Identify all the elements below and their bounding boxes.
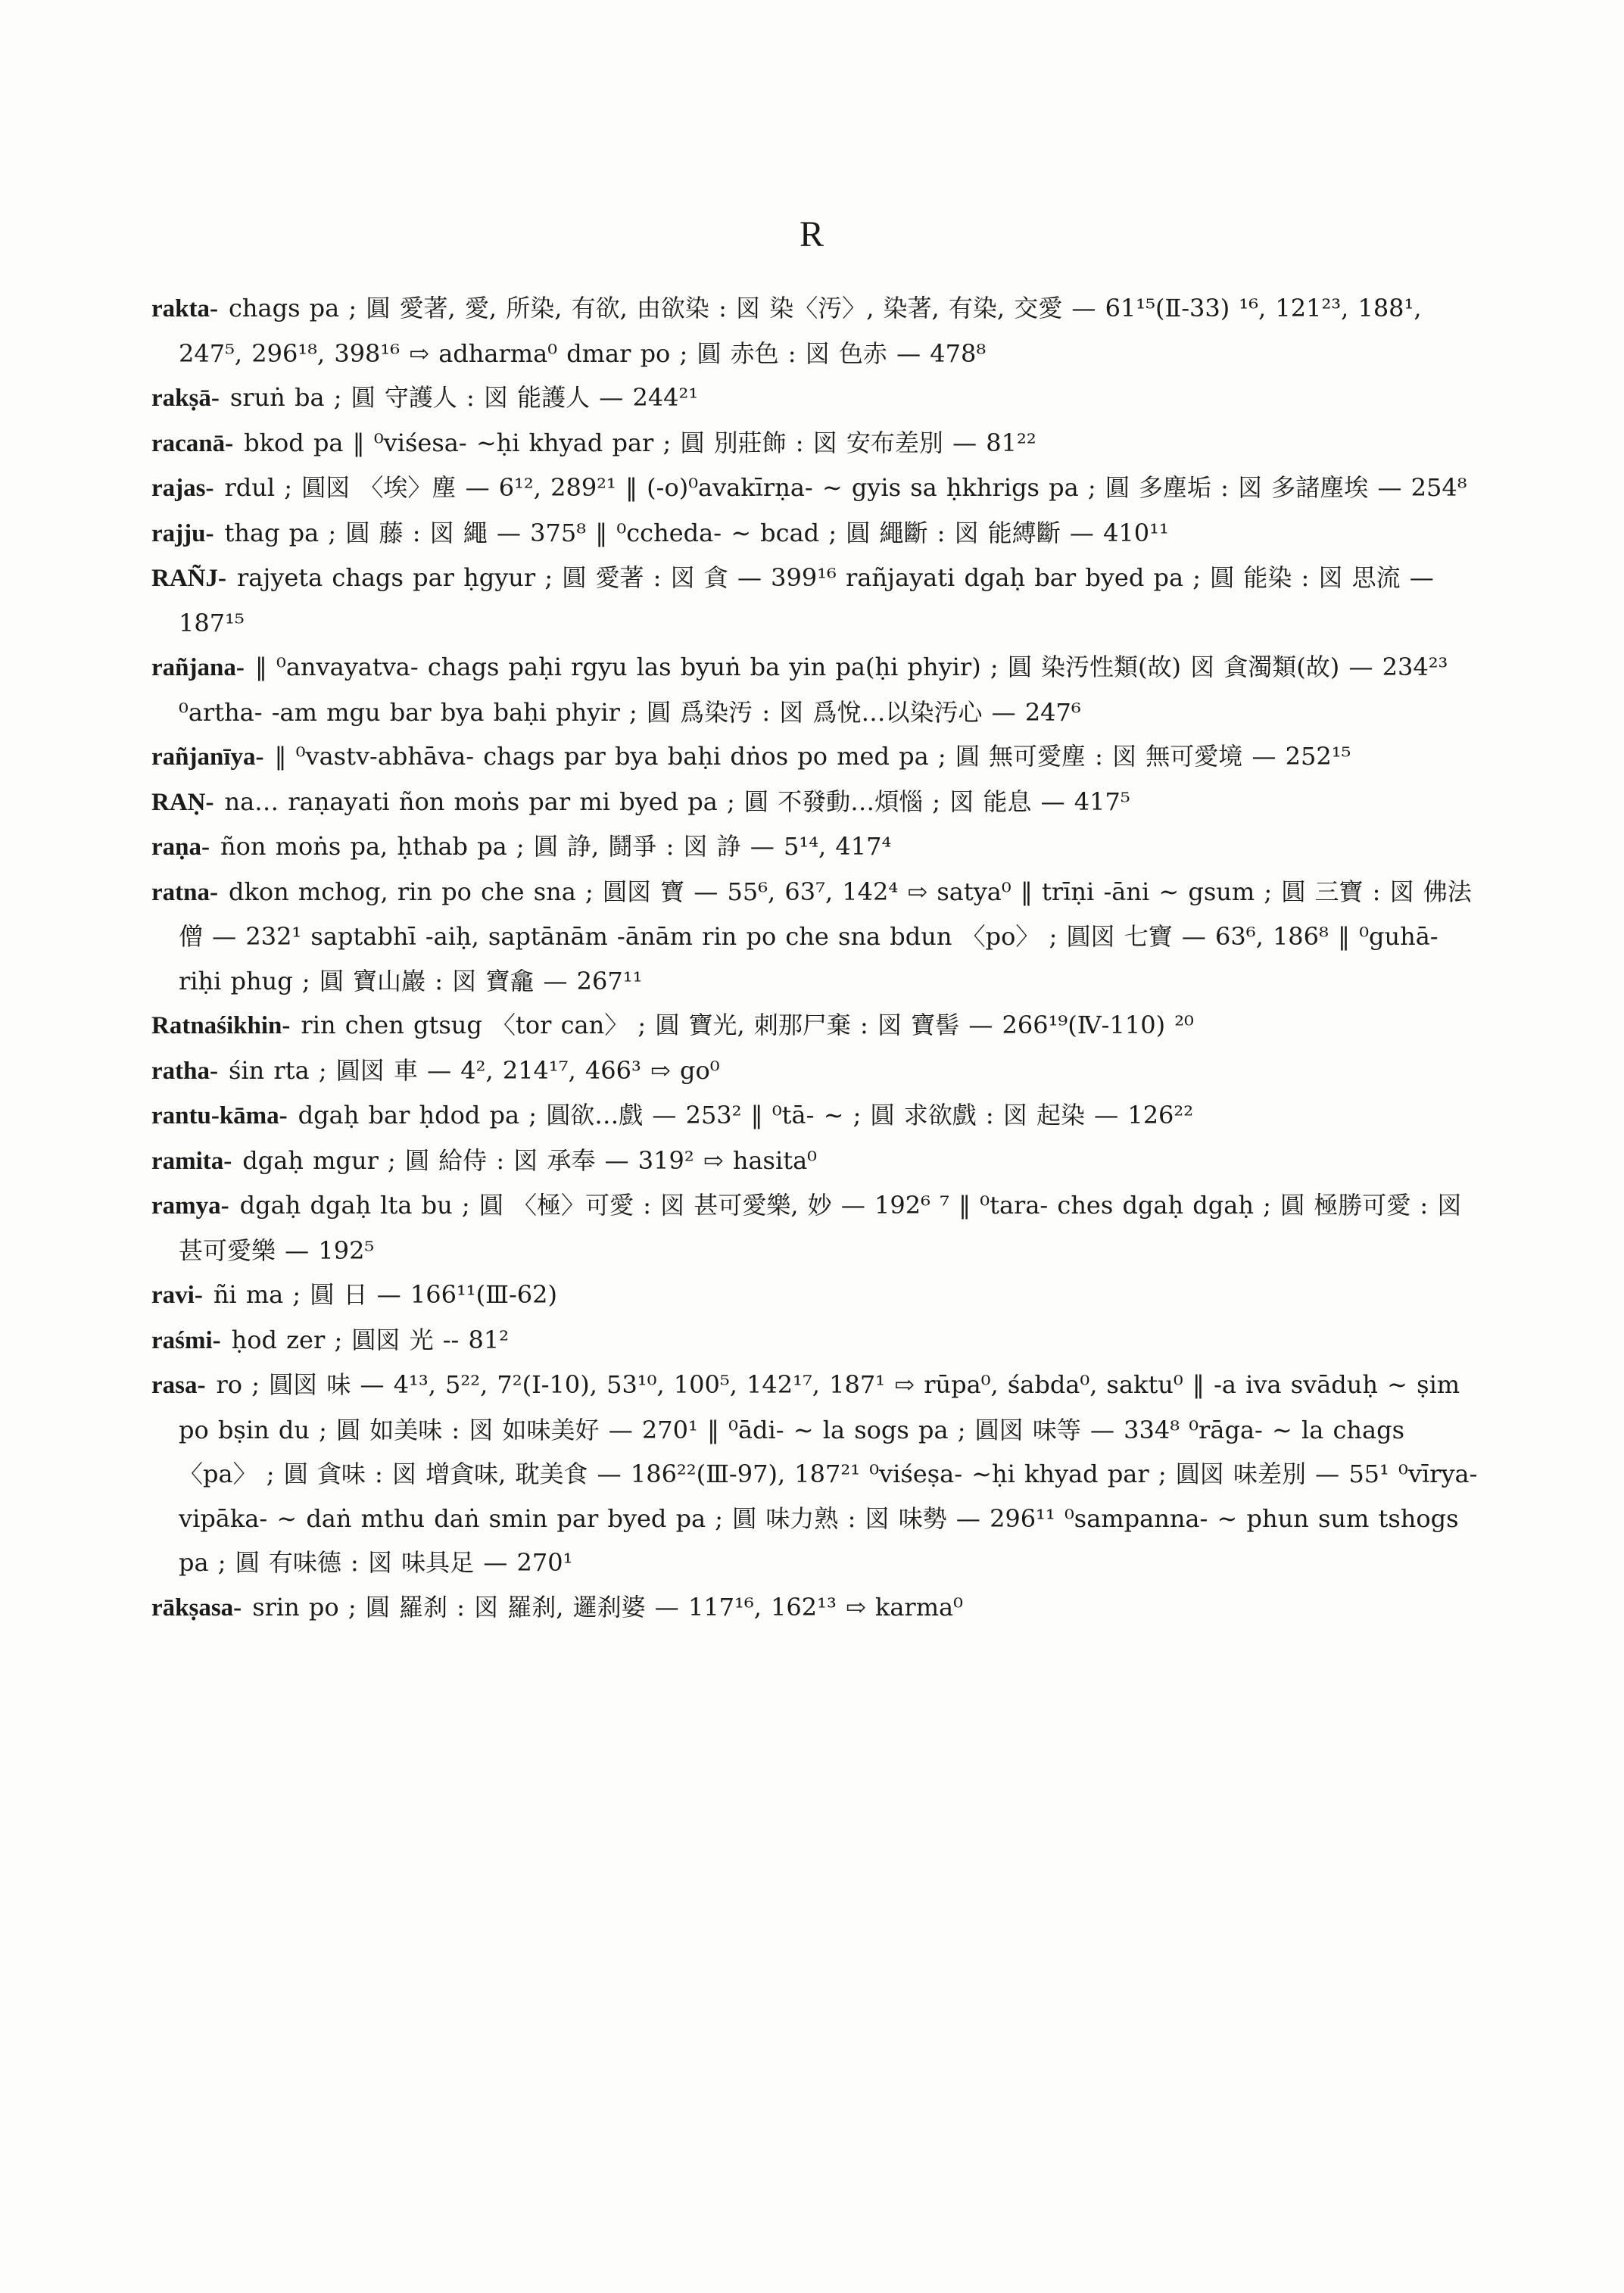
entry-body: ro ; 圓図 味 — 4¹³, 5²², 7²(Ⅰ-10), 53¹⁰, 100⁵, 142¹⁷, 187¹ ⇨ rūpa⁰, śabda⁰, saktu⁰ ‖ -a iva svāduḥ ∼ ṣim po bṣin du ; 圓 如美味 : 図 如味美好 — 270¹ ‖ ⁰ādi- ∼ la sogs pa ; 圓図 味等 — 334⁸ ⁰rāga- ∼ la chags 〈pa〉 ; 圓 貪味 : 図 增貪味, 耽美食 — 186²²(Ⅲ-97), 187²¹ ⁰viśeṣa- ∼ḥi khyad par ; 圓図 味差別 — 55¹ ⁰vīrya-vipāka- ∼ daṅ mthu daṅ smin par byed pa ; 圓 味力熟 : 図 味勢 — 296¹¹ ⁰sampanna- ∼ phun sum tshogs pa ; 圓 有味德 : 図 味具足 — 270¹ xyxy=(179,1370,1478,1577)
entry-headword: RAṆ- xyxy=(151,788,214,816)
dictionary-entry xyxy=(151,375,1484,421)
dictionary-entry xyxy=(151,780,1484,825)
entry-headword: rakṣā- xyxy=(151,385,220,412)
entry-headword: rañjana- xyxy=(151,654,245,681)
entry-body: śin rta ; 圓図 車 — 4², 214¹⁷, 466³ ⇨ go⁰ xyxy=(228,1055,720,1085)
entry-body: rin chen gtsug 〈tor can〉 ; 圓 寶光, 刺那尸棄 : 図 寶髻 — 266¹⁹(Ⅳ-110) ²⁰ xyxy=(301,1011,1194,1039)
dictionary-entry xyxy=(151,1183,1484,1273)
entry-headword: raśmi- xyxy=(151,1326,221,1354)
entry-body: ḥod zer ; 圓図 光 -- 81² xyxy=(231,1325,510,1354)
dictionary-entry xyxy=(151,466,1484,511)
entry-body: rajyeta chags par ḥgyur ; 圓 愛著 : 図 貪 — 399¹⁶ rañjayati dgaḥ bar byed pa ; 圓 能染 : 図 思流 — 187¹⁵ xyxy=(179,563,1434,637)
entry-headword: rañjanīya- xyxy=(151,743,264,771)
dictionary-entry xyxy=(151,1139,1484,1184)
entry-body: ñon moṅs pa, ḥthab pa ; 圓 諍, 鬪爭 : 図 諍 — 5¹⁴, 417⁴ xyxy=(220,832,892,861)
entry-body: ‖ ⁰vastv-abhāva- chags par bya baḥi dṅos po med pa ; 圓 無可愛塵 : 図 無可愛境 — 252¹⁵ xyxy=(274,742,1351,771)
entry-headword: rajas- xyxy=(151,475,214,502)
dictionary-entry xyxy=(151,824,1484,870)
dictionary-entry xyxy=(151,870,1484,1004)
section-letter: R xyxy=(799,214,824,254)
entry-headword: ratna- xyxy=(151,878,218,906)
dictionary-entry xyxy=(151,1585,1484,1631)
entry-body: dkon mchog, rin po che sna ; 圓図 寶 — 55⁶, 63⁷, 142⁴ ⇨ satya⁰ ‖ trīṇi -āni ∼ gsum ; 圓 三寶 : 図 佛法僧 — 232¹ saptabhī -aiḥ, saptānām -ānām rin po che sna bdun 〈po〉 ; 圓図 七寶 — 63⁶, 186⁸ ‖ ⁰guhā- riḥi phug ; 圓 寶山巖 : 図 寶龕 — 267¹¹ xyxy=(179,877,1472,995)
dictionary-entry xyxy=(151,734,1484,780)
entry-body: ñi ma ; 圓 日 — 166¹¹(Ⅲ-62) xyxy=(213,1280,557,1309)
dictionary-entry xyxy=(151,556,1484,645)
entry-list xyxy=(151,286,1484,1630)
entry-body: ‖ ⁰anvayatva- chags paḥi rgyu las byuṅ ba yin pa(ḥi phyir) ; 圓 染汚性類(故) 図 貪濁類(故) — 234²³ ⁰artha- -am mgu bar bya baḥi phyir ; 圓 爲染汚 : 図 爲悅…以染汚心 — 247⁶ xyxy=(179,653,1448,727)
entry-body: dgaḥ dgaḥ lta bu ; 圓 〈極〉可愛 : 図 甚可愛樂, 妙 — 192⁶ ⁷ ‖ ⁰tara- ches dgaḥ dgaḥ ; 圓 極勝可愛 : 図 甚可愛樂 — 192⁵ xyxy=(179,1191,1462,1265)
dictionary-entry xyxy=(151,1318,1484,1363)
entry-body: dgaḥ bar ḥdod pa ; 圓欲…戲 — 253² ‖ ⁰tā- ∼ ; 圓 求欲戲 : 図 起染 — 126²² xyxy=(298,1101,1194,1129)
dictionary-entry xyxy=(151,511,1484,556)
entry-headword: ramya- xyxy=(151,1192,229,1220)
entry-body: srin po ; 圓 羅刹 : 図 羅刹, 邏刹婆 — 117¹⁶, 162¹³ ⇨ karma⁰ xyxy=(252,1592,963,1622)
dictionary-entry xyxy=(151,1003,1484,1048)
entry-body: thag pa ; 圓 藤 : 図 繩 — 375⁸ ‖ ⁰ccheda- ∼ bcad ; 圓 繩斷 : 図 能縛斷 — 410¹¹ xyxy=(224,518,1169,547)
dictionary-entry xyxy=(151,1273,1484,1318)
entry-headword: RAÑJ- xyxy=(151,565,226,592)
entry-headword: ravi- xyxy=(151,1282,203,1309)
entry-headword: Ratnaśikhin- xyxy=(151,1012,291,1039)
entry-headword: ramita- xyxy=(151,1147,232,1175)
dictionary-entry xyxy=(151,1093,1484,1139)
entry-headword: rasa- xyxy=(151,1372,206,1399)
dictionary-entry xyxy=(151,1048,1484,1094)
entry-body: sruṅ ba ; 圓 守護人 : 図 能護人 — 244²¹ xyxy=(229,383,699,412)
entry-headword: rākṣasa- xyxy=(151,1594,242,1622)
entry-headword: ratha- xyxy=(151,1057,218,1085)
entry-headword: rajju- xyxy=(151,519,214,547)
entry-headword: racanā- xyxy=(151,429,234,457)
dictionary-entry xyxy=(151,286,1484,375)
entry-body: rdul ; 圓図 〈埃〉塵 — 6¹², 289²¹ ‖ (-o)⁰avakīrṇa- ∼ gyis sa ḥkhrigs pa ; 圓 多塵垢 : 図 多諸塵埃 — 254⁸ xyxy=(224,473,1467,502)
entry-headword: raṇa- xyxy=(151,833,210,861)
entry-body: na… raṇayati ñon moṅs par mi byed pa ; 圓 不發動…煩惱 ; 図 能息 — 417⁵ xyxy=(224,787,1130,816)
dictionary-entry xyxy=(151,1363,1484,1585)
entry-headword: rantu-kāma- xyxy=(151,1102,288,1129)
entry-headword: rakta- xyxy=(151,295,218,322)
dictionary-entry xyxy=(151,421,1484,466)
entry-body: bkod pa ‖ ⁰viśesa- ∼ḥi khyad par ; 圓 別莊飾 : 図 安布差別 — 81²² xyxy=(244,428,1036,457)
dictionary-entry xyxy=(151,645,1484,734)
entry-body: dgaḥ mgur ; 圓 給侍 : 図 承奉 — 319² ⇨ hasita⁰ xyxy=(242,1145,817,1175)
entry-body: chags pa ; 圓 愛著, 愛, 所染, 有欲, 由欲染 : 図 染〈汚〉, 染著, 有染, 交愛 — 61¹⁵(Ⅱ-33) ¹⁶, 121²³, 188¹, 247⁵, 296¹⁸, 398¹⁶ ⇨ adharma⁰ dmar po ; 圓 赤色 : 図 色赤 — 478⁸ xyxy=(179,294,1422,368)
